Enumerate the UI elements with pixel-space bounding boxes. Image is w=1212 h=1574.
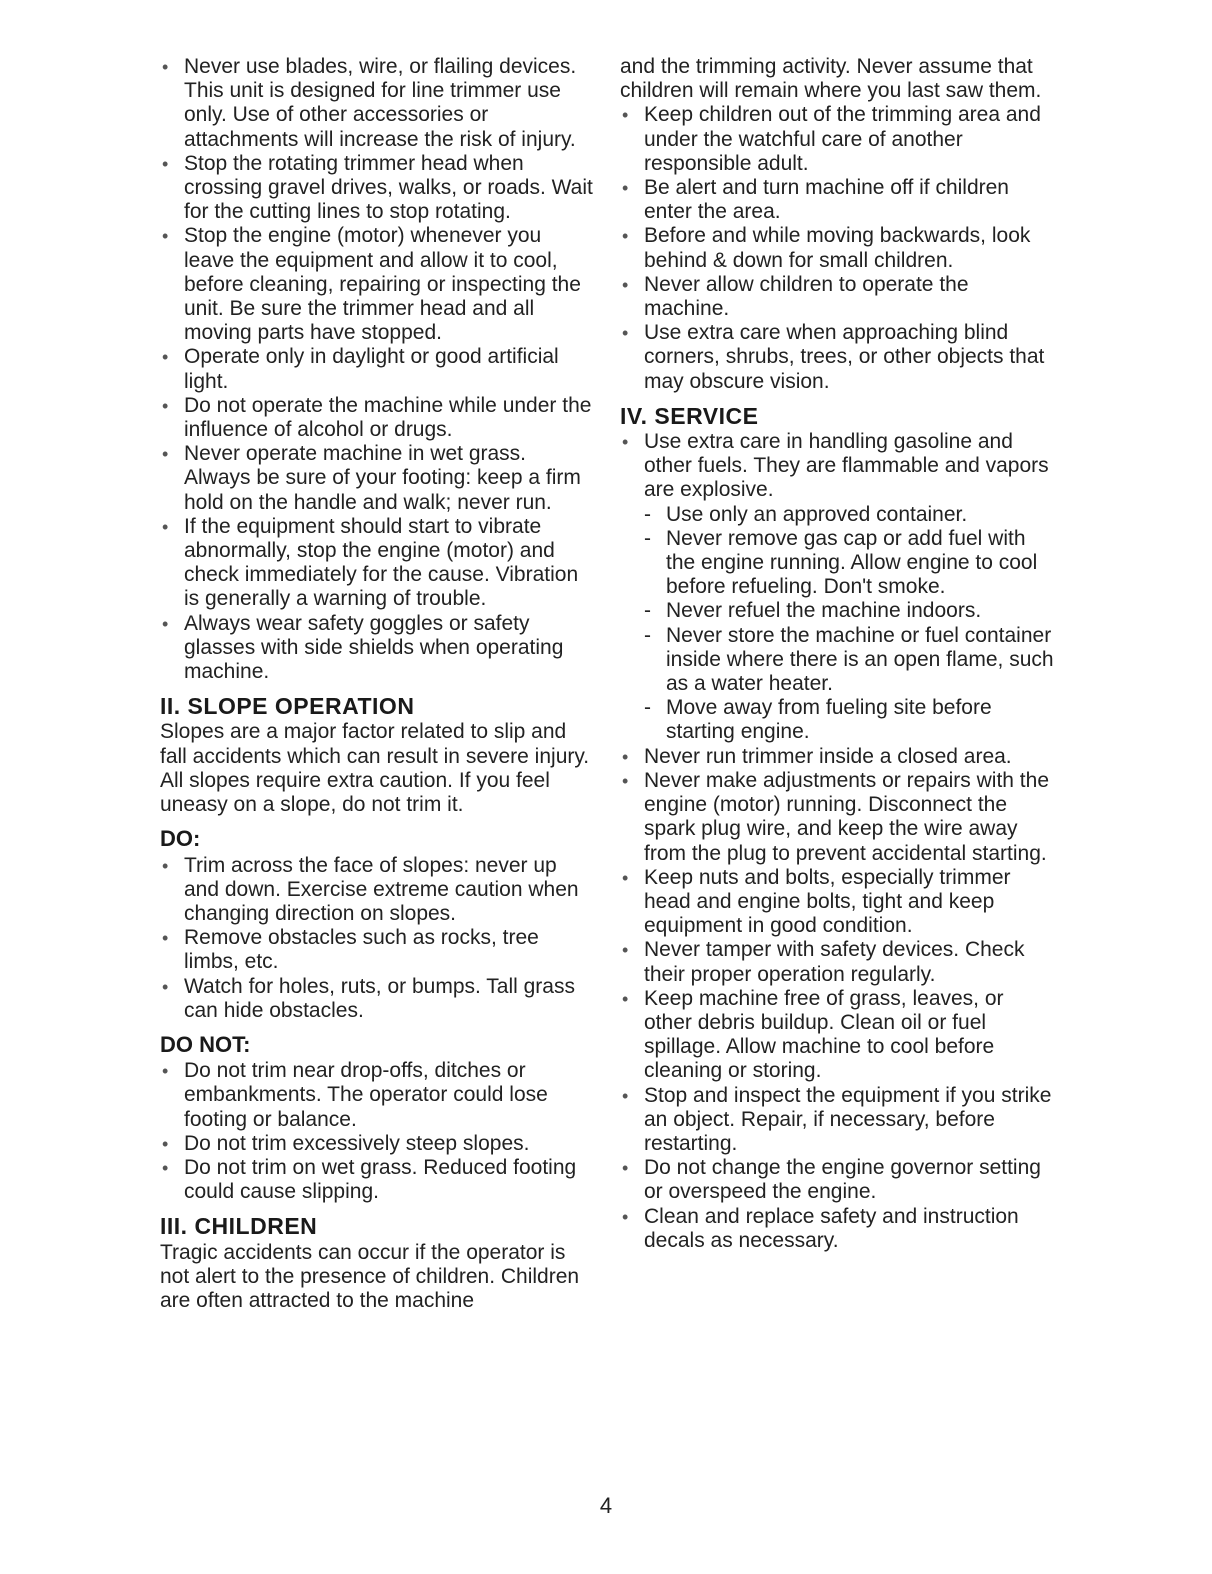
children-heading: III. CHILDREN <box>160 1213 318 1240</box>
list-item: - Move away from fueling site before starting engine. <box>620 696 1056 744</box>
do-not-list <box>160 1059 596 1204</box>
list-item: • Stop and inspect the equipment if you strike an object. Repair, if necessary, before restarting. <box>620 1084 1056 1157</box>
children-text: Tragic accidents can occur if the operator is not alert to the presence of children. Children are often attracted to the machine <box>160 1240 580 1312</box>
list-item: • Stop the rotating trimmer head when crossing gravel drives, walks, or roads. Wait for the cutting lines to stop rotating. <box>160 152 596 225</box>
list-item: - Never refuel the machine indoors. <box>620 599 1056 623</box>
list-item: • If the equipment should start to vibrate abnormally, stop the engine (motor) and check immediately for the cause. Vibration is generally a warning of trouble. <box>160 515 596 612</box>
list-item: • Trim across the face of slopes: never up and down. Exercise extreme caution when changing direction on slopes. <box>160 854 596 927</box>
list-item <box>620 430 1056 503</box>
fuel-sub-list <box>620 503 1056 745</box>
service-list-continued <box>620 745 1056 1253</box>
list-item: • Do not change the engine governor setting or overspeed the engine. <box>620 1156 1056 1204</box>
list-item: • Never tamper with safety devices. Check their proper operation regularly. <box>620 938 1056 986</box>
list-item: • Clean and replace safety and instruction decals as necessary. <box>620 1205 1056 1253</box>
list-item: • Watch for holes, ruts, or bumps. Tall grass can hide obstacles. <box>160 975 596 1023</box>
list-item: • Never run trimmer inside a closed area. <box>620 745 1056 769</box>
service-heading: IV. SERVICE <box>620 402 759 429</box>
fuel-bullet-text: Use extra care in handling gasoline and other fuels. They are flammable and vapors are explosive. <box>644 430 1049 502</box>
list-item: • Before and while moving backwards, look behind & down for small children. <box>620 224 1056 272</box>
list-item: • Keep machine free of grass, leaves, or other debris buildup. Clean oil or fuel spillage. Allow machine to cool before cleaning or storing. <box>620 987 1056 1084</box>
list-item: • Do not operate the machine while under the influence of alcohol or drugs. <box>160 394 596 442</box>
right-column <box>620 55 1056 1253</box>
do-list <box>160 854 596 1023</box>
do-not-heading: DO NOT: <box>160 1031 251 1057</box>
list-item: • Do not trim near drop-offs, ditches or embankments. The operator could lose footing or balance. <box>160 1059 596 1132</box>
list-item: • Keep nuts and bolts, especially trimmer head and engine bolts, tight and keep equipment in good condition. <box>620 866 1056 939</box>
list-item: • Be alert and turn machine off if children enter the area. <box>620 176 1056 224</box>
list-item: • Always wear safety goggles or safety glasses with side shields when operating machine. <box>160 612 596 685</box>
list-item: • Never operate machine in wet grass. Always be sure of your footing: keep a firm hold on the handle and walk; never run. <box>160 442 596 515</box>
list-item: - Use only an approved container. <box>620 503 1056 527</box>
left-column <box>160 55 596 1313</box>
slope-operation-heading: II. SLOPE OPERATION <box>160 693 415 720</box>
list-item: • Stop the engine (motor) whenever you leave the equipment and allow it to cool, before cleaning, repairing or inspecting the unit. Be sure the trimmer head and all moving parts have stopped. <box>160 224 596 345</box>
intro-safety-list <box>160 55 596 684</box>
list-item: - Never remove gas cap or add fuel with the engine running. Allow engine to cool before refueling. Don't smoke. <box>620 527 1056 600</box>
list-item: • Never use blades, wire, or flailing devices. This unit is designed for line trimmer use only. Use of other accessories or attachments will increase the risk of injury. <box>160 55 596 152</box>
page-number: 4 <box>599 1493 613 1518</box>
do-heading: DO: <box>160 826 201 852</box>
list-item: • Keep children out of the trimming area and under the watchful care of another responsible adult. <box>620 103 1056 176</box>
list-item: • Do not trim excessively steep slopes. <box>160 1132 596 1156</box>
service-list <box>620 430 1056 503</box>
children-list <box>620 103 1056 393</box>
list-item: • Never allow children to operate the machine. <box>620 273 1056 321</box>
list-item: • Remove obstacles such as rocks, tree limbs, etc. <box>160 926 596 974</box>
list-item: • Do not trim on wet grass. Reduced footing could cause slipping. <box>160 1156 596 1204</box>
list-item: - Never store the machine or fuel container inside where there is an open flame, such as a water heater. <box>620 624 1056 697</box>
list-item: • Operate only in daylight or good artificial light. <box>160 345 596 393</box>
list-item: • Never make adjustments or repairs with the engine (motor) running. Disconnect the spark plug wire, and keep the wire away from the plug to prevent accidental starting. <box>620 769 1056 866</box>
slope-operation-text: Slopes are a major factor related to slip and fall accidents which can result in severe injury. All slopes require extra caution. If you feel uneasy on a slope, do not trim it. <box>160 720 590 817</box>
children-continued-text: and the trimming activity. Never assume that children will remain where you last saw them. <box>620 55 1042 103</box>
list-item: • Use extra care when approaching blind corners, shrubs, trees, or other objects that may obscure vision. <box>620 321 1056 394</box>
